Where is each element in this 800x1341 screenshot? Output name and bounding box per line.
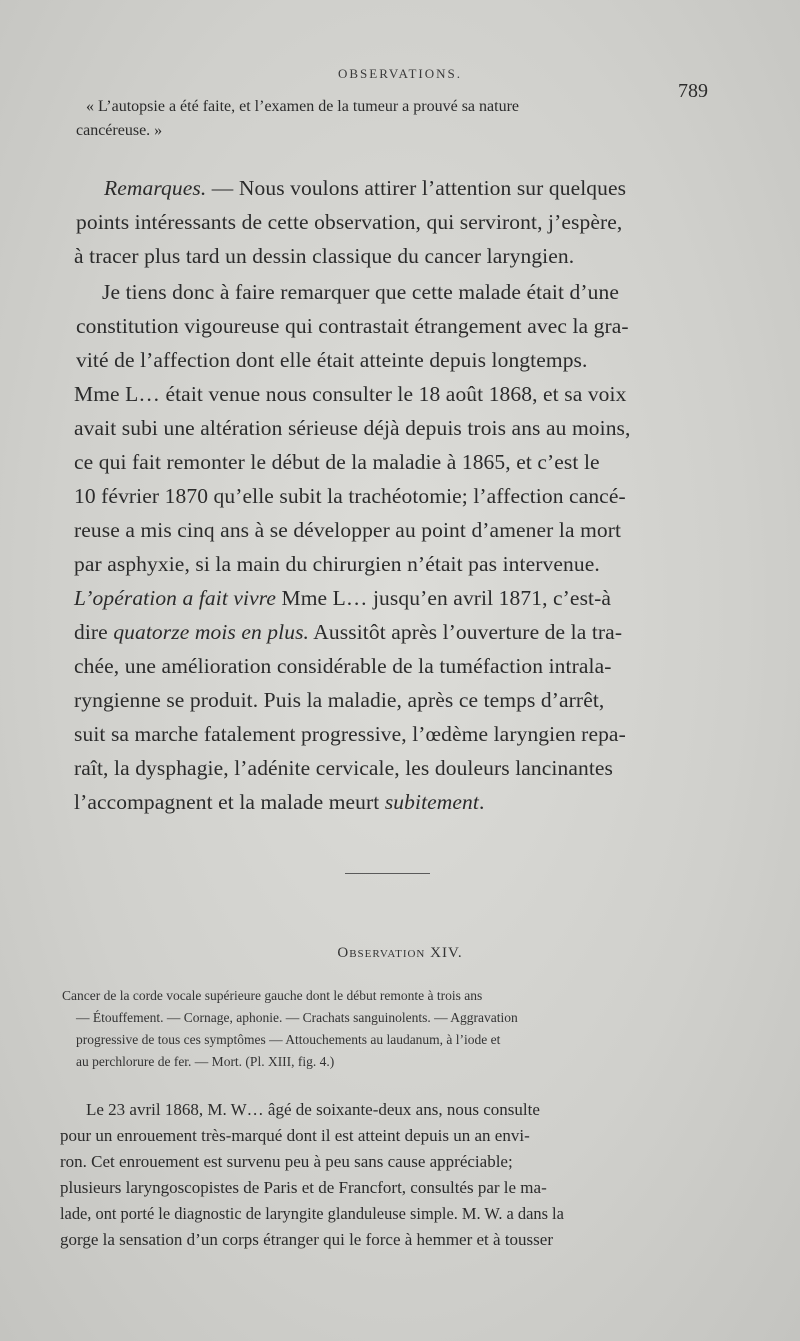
paragraph-line (74, 620, 622, 645)
paragraph-line: Mme L… était venue nous consulter le 18 août 1868, et sa voix (74, 382, 627, 406)
remarks-line: points intéressants de cette observation, qui serviront, j’espère, (76, 210, 623, 234)
paragraph-text: l’accompagnent et la malade meurt (74, 790, 385, 814)
paragraph-line: vité de l’affection dont elle était atteinte depuis longtemps. (76, 348, 588, 372)
intro-line: cancéreuse. » (76, 122, 163, 139)
case-line: ron. Cet enrouement est survenu peu à peu sans cause appréciable; (60, 1152, 513, 1171)
paragraph-line: suit sa marche fatalement progressive, l’œdème laryngien repa- (74, 722, 626, 746)
case-line: lade, ont porté le diagnostic de laryngite glanduleuse simple. M. W. a dans la (60, 1204, 564, 1223)
paragraph-text: Aussitôt après l’ouverture de la tra- (309, 620, 623, 644)
italic-phrase: quatorze mois en plus. (113, 620, 310, 644)
case-line: gorge la sensation d’un corps étranger qui le force à hemmer et à tousser (60, 1230, 553, 1249)
remarks-line (104, 176, 626, 201)
paragraph-line: reuse a mis cinq ans à se développer au point d’amener la mort (74, 518, 622, 542)
intro-line: « L’autopsie a été faite, et l’examen de la tumeur a prouvé sa nature (86, 98, 519, 115)
summary-line: au perchlorure de fer. — Mort. (Pl. XIII, fig. 4.) (76, 1054, 335, 1069)
paragraph-line: constitution vigoureuse qui contrastait étrangement avec la gra- (76, 314, 629, 338)
paragraph-line: 10 février 1870 qu’elle subit la trachéotomie; l’affection cancé- (74, 484, 626, 508)
page-number: 789 (678, 80, 708, 102)
summary-line: progressive de tous ces symptômes — Attouchements au laudanum, à l’iode et (76, 1032, 501, 1047)
paragraph-line: chée, une amélioration considérable de la tuméfaction intrala- (74, 654, 612, 678)
paragraph-line (74, 790, 484, 815)
paragraph-line (74, 586, 611, 611)
remarks-line: à tracer plus tard un dessin classique du cancer laryngien. (74, 244, 575, 268)
remarks-label: Remarques. (104, 176, 207, 200)
observation-title: Observation XIV. (337, 945, 463, 961)
case-line: plusieurs laryngoscopistes de Paris et de Francfort, consultés par le ma- (60, 1178, 547, 1197)
remarks-text: — Nous voulons attirer l’attention sur quelques (206, 176, 627, 200)
italic-phrase: L’opération a fait vivre (74, 586, 277, 610)
paragraph-line: par asphyxie, si la main du chirurgien n’était pas intervenue. (74, 552, 600, 576)
summary-line: Cancer de la corde vocale supérieure gauche dont le début remonte à trois ans (62, 988, 483, 1003)
section-separator (345, 873, 430, 874)
paragraph-text: Mme L… jusqu’en avril 1871, c’est-à (276, 586, 612, 610)
paragraph-text: . (478, 790, 485, 814)
paragraph-line: raît, la dysphagie, l’adénite cervicale, les douleurs lancinantes (74, 756, 614, 780)
case-line: Le 23 avril 1868, M. W… âgé de soixante-deux ans, nous consulte (86, 1100, 540, 1119)
summary-line: — Étouffement. — Cornage, aphonie. — Crachats sanguinolents. — Aggravation (76, 1010, 518, 1025)
paragraph-line: avait subi une altération sérieuse déjà depuis trois ans au moins, (74, 416, 631, 440)
paragraph-line: ryngienne se produit. Puis la maladie, après ce temps d’arrêt, (74, 688, 605, 712)
running-head: OBSERVATIONS. (337, 66, 463, 81)
case-line: pour un enrouement très-marqué dont il est atteint depuis un an envi- (60, 1126, 530, 1145)
paragraph-line: Je tiens donc à faire remarquer que cette malade était d’une (102, 280, 619, 304)
italic-phrase: subitement (384, 790, 479, 814)
paragraph-line: ce qui fait remonter le début de la maladie à 1865, et c’est le (74, 450, 600, 474)
paragraph-text: dire (74, 620, 114, 644)
